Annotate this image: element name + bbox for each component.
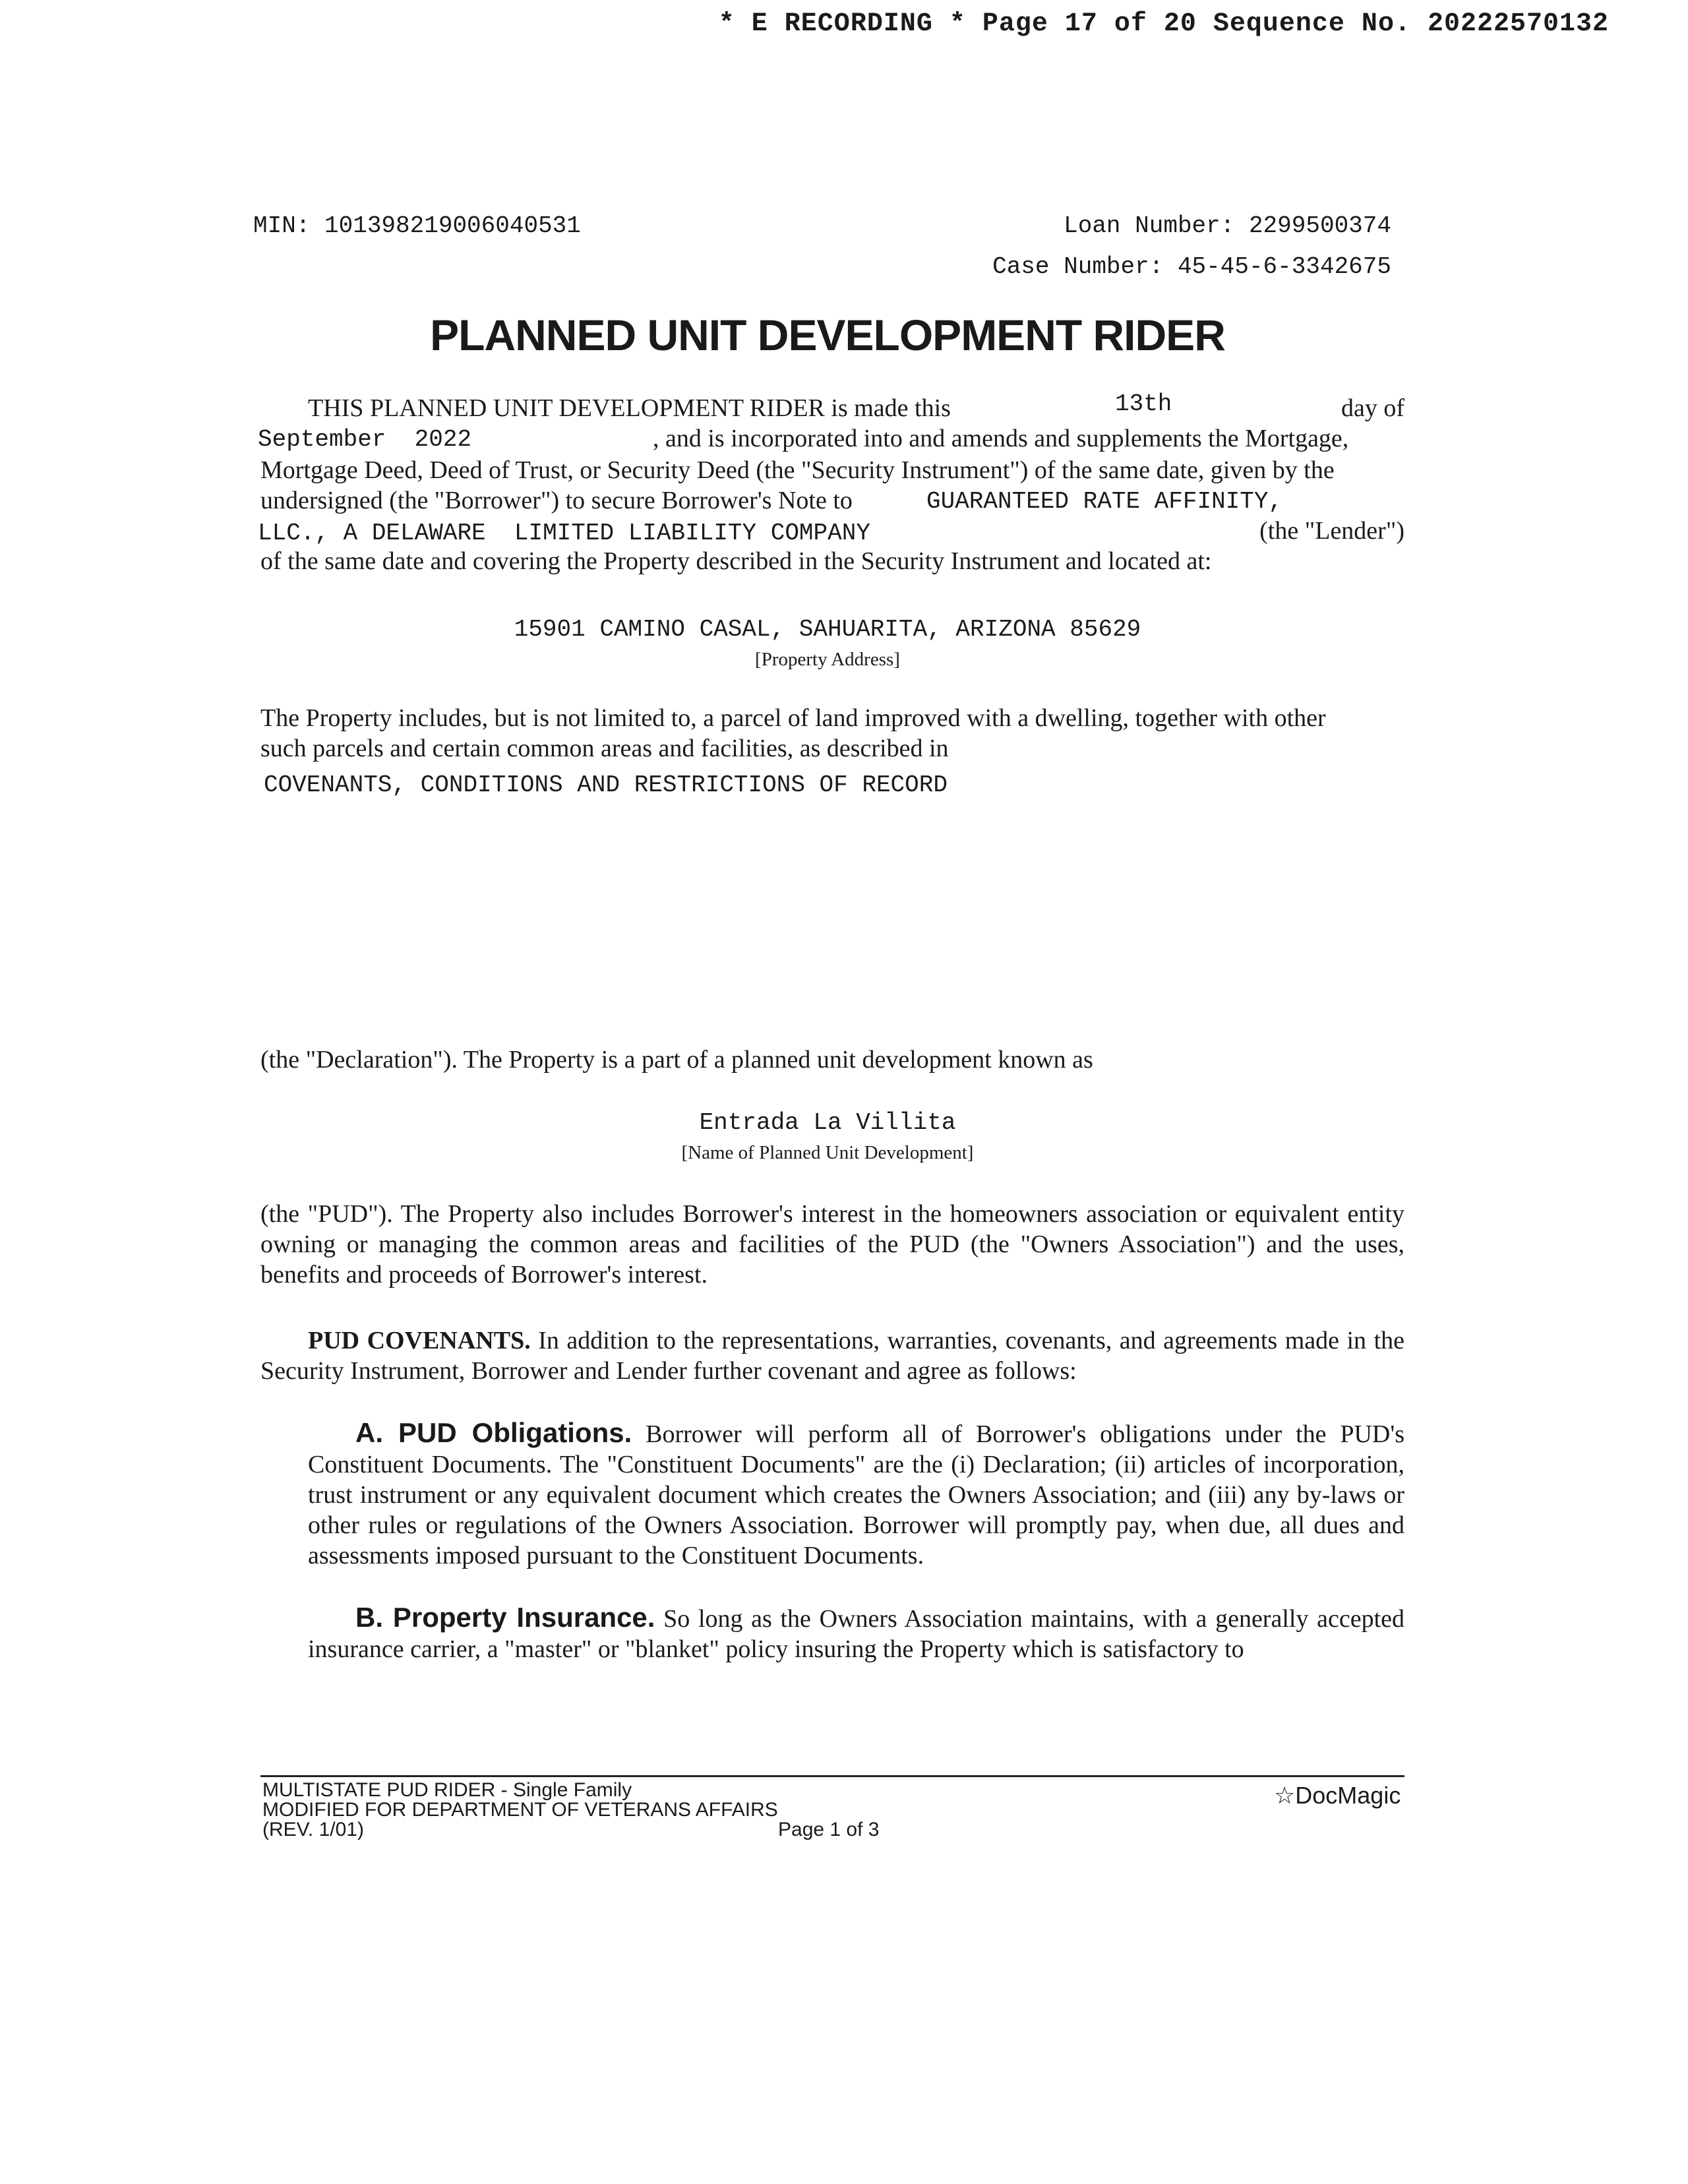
- section-b-heading: B. Property Insurance.: [355, 1602, 655, 1633]
- property-includes-line-2: such parcels and certain common areas and facilities, as described in: [260, 735, 949, 762]
- footer-line-2: MODIFIED FOR DEPARTMENT OF VETERANS AFFAIRS: [262, 1799, 778, 1821]
- intro-text: THIS PLANNED UNIT DEVELOPMENT RIDER is made this: [308, 394, 951, 422]
- section-b: [308, 1602, 1404, 1664]
- lender-label: (the "Lender"): [1259, 517, 1404, 545]
- lender-field-1: GUARANTEED RATE AFFINITY,: [926, 488, 1283, 515]
- intro-text: undersigned (the "Borrower") to secure Borrower's Note to: [260, 487, 853, 514]
- docmagic-brand: DocMagic: [1295, 1782, 1401, 1809]
- covenants-heading: PUD COVENANTS.: [308, 1327, 531, 1354]
- min-number: MIN: 101398219006040531: [253, 212, 581, 239]
- lender-field-2: LLC., A DELAWARE LIMITED LIABILITY COMPANY: [258, 520, 870, 547]
- recording-header: * E RECORDING * Page 17 of 20 Sequence No. 20222570132: [718, 9, 1609, 39]
- declaration-line: (the "Declaration"). The Property is a part of a planned unit development known as: [260, 1046, 1093, 1074]
- loan-number: Loan Number: 2299500374: [1064, 212, 1391, 239]
- footer-page-number: Page 1 of 3: [778, 1819, 880, 1840]
- docmagic-logo: [1274, 1782, 1401, 1809]
- footer-line-1: MULTISTATE PUD RIDER - Single Family: [262, 1779, 632, 1801]
- intro-line-3: Mortgage Deed, Deed of Trust, or Security Deed (the "Security Instrument") of the same date, given by the: [260, 456, 1335, 484]
- section-a-text: Borrower will perform all of Borrower's obligations under the PUD's Constituent Documents. The "Constituent Documents" are the (i) Declaration; (ii) articles of incorporation, trust instrument or any equivalent document which creates the Owners Association; and (iii) any by-laws or other rules or regulations of the Owners Association. Borrower will promptly pay, when due, all dues and assessments imposed pursuant to the Constituent Documents.: [308, 1420, 1405, 1569]
- case-number: Case Number: 45-45-6-3342675: [992, 253, 1391, 280]
- pud-paragraph: (the "PUD"). The Property also includes Borrower's interest in the homeowners association or equivalent entity owning or managing the common areas and facilities of the PUD (the "Owners Association") and the uses, benefits and proceeds of Borrower's interest.: [260, 1200, 1404, 1289]
- section-a: [308, 1418, 1404, 1571]
- covenants-text: In addition to the representations, warranties, covenants, and agreements made in the Security Instrument, Borrower and Lender further covenant and agree as follows:: [260, 1327, 1405, 1385]
- property-address-caption: [Property Address]: [755, 649, 900, 670]
- section-a-heading: A. PUD Obligations.: [355, 1417, 632, 1448]
- property-address: 15901 CAMINO CASAL, SAHUARITA, ARIZONA 85629: [514, 616, 1141, 643]
- property-includes-line-1: The Property includes, but is not limited to, a parcel of land improved with a dwelling, together with other: [260, 704, 1326, 732]
- day-field: 13th: [1115, 390, 1172, 417]
- document-title: PLANNED UNIT DEVELOPMENT RIDER: [430, 311, 1225, 359]
- footer-rule: [260, 1775, 1404, 1777]
- covenants-paragraph: [260, 1325, 1404, 1386]
- pud-name-caption: [Name of Planned Unit Development]: [681, 1142, 974, 1163]
- intro-text: day of: [1341, 394, 1404, 422]
- month-year-field: September 2022: [258, 426, 472, 453]
- star-outline-icon: ☆: [1274, 1782, 1296, 1809]
- footer-line-3: (REV. 1/01): [262, 1819, 364, 1840]
- declaration-field: COVENANTS, CONDITIONS AND RESTRICTIONS OF RECORD: [264, 772, 948, 799]
- intro-text: , and is incorporated into and amends and supplements the Mortgage,: [653, 425, 1349, 452]
- section-b-text: So long as the Owners Association maintains, with a generally accepted insurance carrier, a "master" or "blanket" policy insuring the Property which is satisfactory to: [308, 1605, 1404, 1663]
- pud-name: Entrada La Villita: [699, 1109, 956, 1136]
- intro-line-6: of the same date and covering the Property described in the Security Instrument and located at:: [260, 547, 1212, 575]
- intro-line-4: [260, 485, 1404, 516]
